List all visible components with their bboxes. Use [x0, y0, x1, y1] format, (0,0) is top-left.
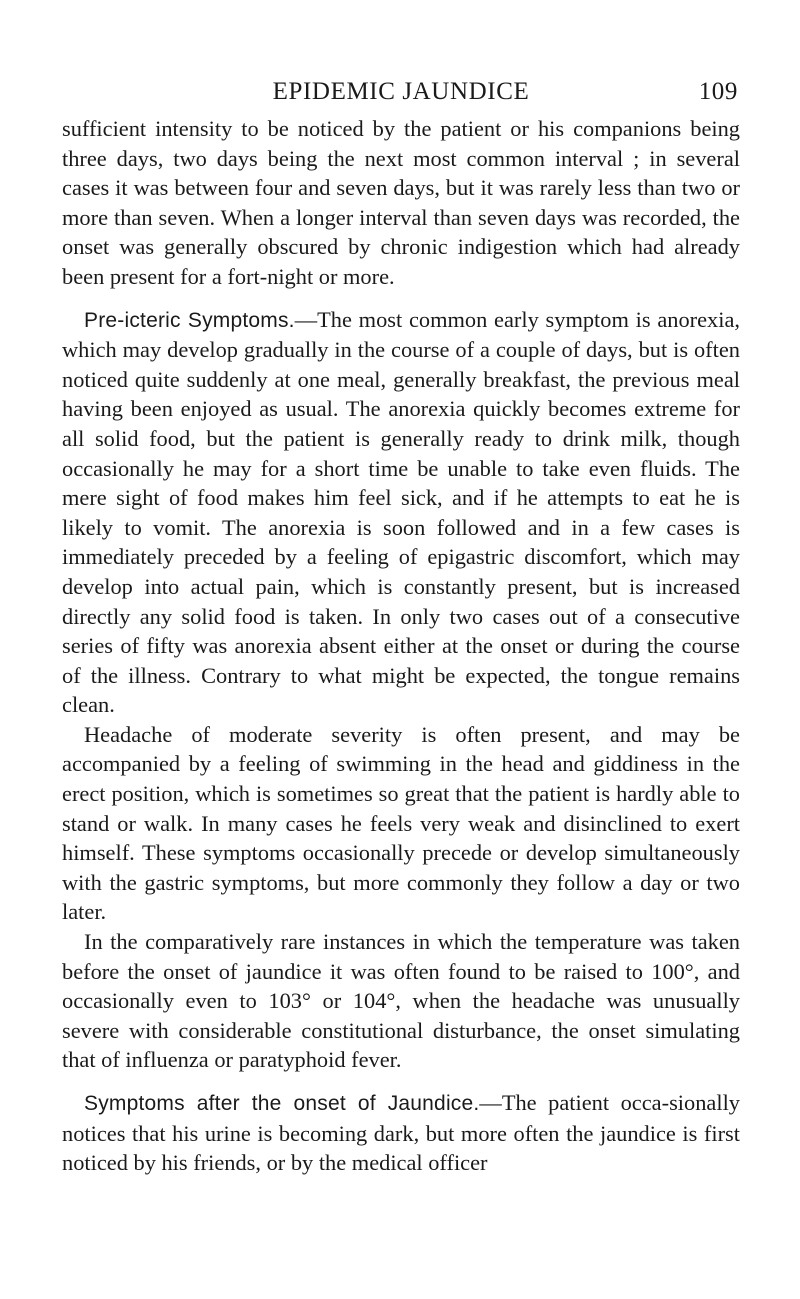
running-head — [62, 70, 740, 114]
paragraph-text: —The patient occa-sionally notices that his urine is becoming dark, but more often the jaundice is first noticed by his friends, or by the medical officer — [62, 1090, 740, 1176]
paragraph-pre-icteric — [62, 305, 740, 720]
paragraph-text: Headache of moderate severity is often present, and may be accompanied by a feeling of swimming in the head and giddiness in the erect position, which is sometimes so great that the patient is hardly able to stand or walk. In many cases he feels very weak and disinclined to exert himself. These symptoms occasionally precede or develop simultaneously with the gastric symptoms, but more commonly they follow a day or two later. — [62, 721, 740, 925]
paragraph-temperature — [62, 927, 740, 1075]
body-text — [62, 114, 740, 1178]
paragraph-after-jaundice — [62, 1088, 740, 1178]
paragraph-text: sufficient intensity to be noticed by the patient or his companions being three days, two days being the next most common interval ; in several cases it was between four and seven days, but it was rarely less than two or more than seven. When a longer interval than seven days was recorded, the onset was generally obscured by chronic indigestion which had already been present for a fort-night or more. — [62, 116, 740, 289]
section-heading-after-jaundice: Symptoms after the onset of Jaundice. — [84, 1092, 480, 1115]
paragraph-continued — [62, 114, 740, 292]
paragraph-text: In the comparatively rare instances in which the temperature was taken before the onset of jaundice it was often found to be raised to 100°, and occasionally even to 103° or 104°, when the headache was unusually severe with considerable constitutional disturbance, the onset simulating that of influenza or paratyphoid fever. — [62, 929, 740, 1073]
page-number: 109 — [698, 78, 738, 105]
book-page — [62, 70, 740, 1178]
running-title: EPIDEMIC JAUNDICE — [272, 78, 530, 105]
paragraph-text: —The most common early symptom is anorexia, which may develop gradually in the course of a couple of days, but is often noticed quite suddenly at one meal, generally breakfast, the previous meal having been enjoyed as usual. The anorexia quickly becomes extreme for all solid food, but the patient is generally ready to drink milk, though occasionally he may for a short time be unable to take even fluids. The mere sight of food makes him feel sick, and if he attempts to eat he is likely to vomit. The anorexia is soon followed and in a few cases is immediately preceded by a feeling of epigastric discomfort, which may develop into actual pain, which is constantly present, but is increased directly any solid food is taken. In only two cases out of a consecutive series of fifty was anorexia absent either at the onset or during the course of the illness. Contrary to what might be expected, the tongue remains clean. — [62, 306, 740, 718]
paragraph-headache — [62, 720, 740, 927]
section-heading-pre-icteric: Pre-icteric Symptoms. — [84, 308, 295, 332]
